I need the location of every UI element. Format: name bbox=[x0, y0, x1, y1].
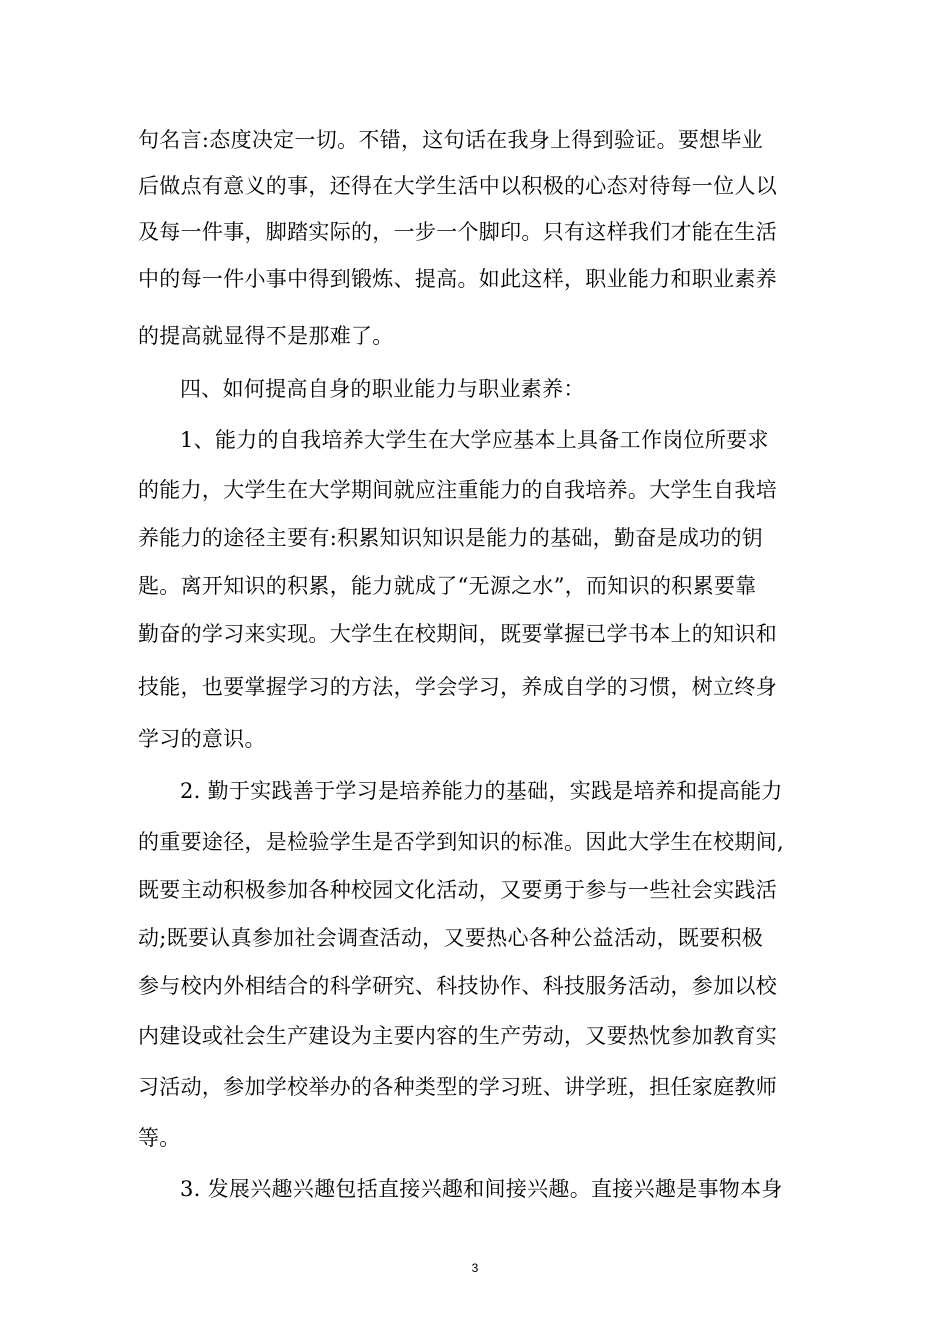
text-line: 的能力，大学生在大学期间就应注重能力的自我培养。大学生自我培 bbox=[138, 478, 777, 502]
text-line: 既要主动积极参加各种校园文化活动，又要勇于参与一些社会实践活 bbox=[138, 878, 777, 902]
text-line: 匙。离开知识的积累，能力就成了“无源之水”，而知识的积累要靠 bbox=[138, 574, 757, 598]
section-heading: 四、如何提高自身的职业能力与职业素养： bbox=[180, 377, 585, 401]
page-number: 3 bbox=[471, 1261, 479, 1275]
text-line: 习活动，参加学校举办的各种类型的学习班、讲学班，担任家庭教师 bbox=[138, 1075, 777, 1099]
text-line: 1、能力的自我培养大学生在大学应基本上具备工作岗位所要求 bbox=[180, 428, 769, 452]
text-line: 句名言:态度决定一切。不错，这句话在我身上得到验证。要想毕业 bbox=[138, 128, 764, 152]
text-line: 养能力的途径主要有:积累知识知识是能力的基础，勤奋是成功的钥 bbox=[138, 526, 764, 550]
text-line: 技能，也要掌握学习的方法，学会学习，养成自学的习惯，树立终身 bbox=[138, 675, 777, 699]
text-line: 动;既要认真参加社会调查活动，又要热心各种公益活动，既要积极 bbox=[138, 926, 764, 950]
text-line: 2. 勤于实践善于学习是培养能力的基础，实践是培养和提高能力 bbox=[180, 779, 783, 803]
text-line: 的重要途径，是检验学生是否学到知识的标准。因此大学生在校期间, bbox=[138, 830, 784, 854]
text-line: 内建设或社会生产建设为主要内容的生产劳动，又要热忱参加教育实 bbox=[138, 1024, 777, 1048]
text-line: 参与校内外相结合的科学研究、科技协作、科技服务活动，参加以校 bbox=[138, 974, 777, 998]
text-line: 等。 bbox=[138, 1126, 181, 1150]
text-line: 的提高就显得不是那难了。 bbox=[138, 324, 394, 348]
text-line: 及每一件事，脚踏实际的，一步一个脚印。只有这样我们才能在生活 bbox=[138, 220, 777, 244]
text-line: 勤奋的学习来实现。大学生在校期间，既要掌握已学书本上的知识和 bbox=[138, 622, 777, 646]
text-line: 后做点有意义的事，还得在大学生活中以积极的心态对待每一位人以 bbox=[138, 174, 777, 198]
text-line: 中的每一件小事中得到锻炼、提高。如此这样，职业能力和职业素养 bbox=[138, 267, 777, 291]
text-line: 3. 发展兴趣兴趣包括直接兴趣和间接兴趣。直接兴趣是事物本身 bbox=[180, 1177, 783, 1201]
text-line: 学习的意识。 bbox=[138, 727, 266, 751]
